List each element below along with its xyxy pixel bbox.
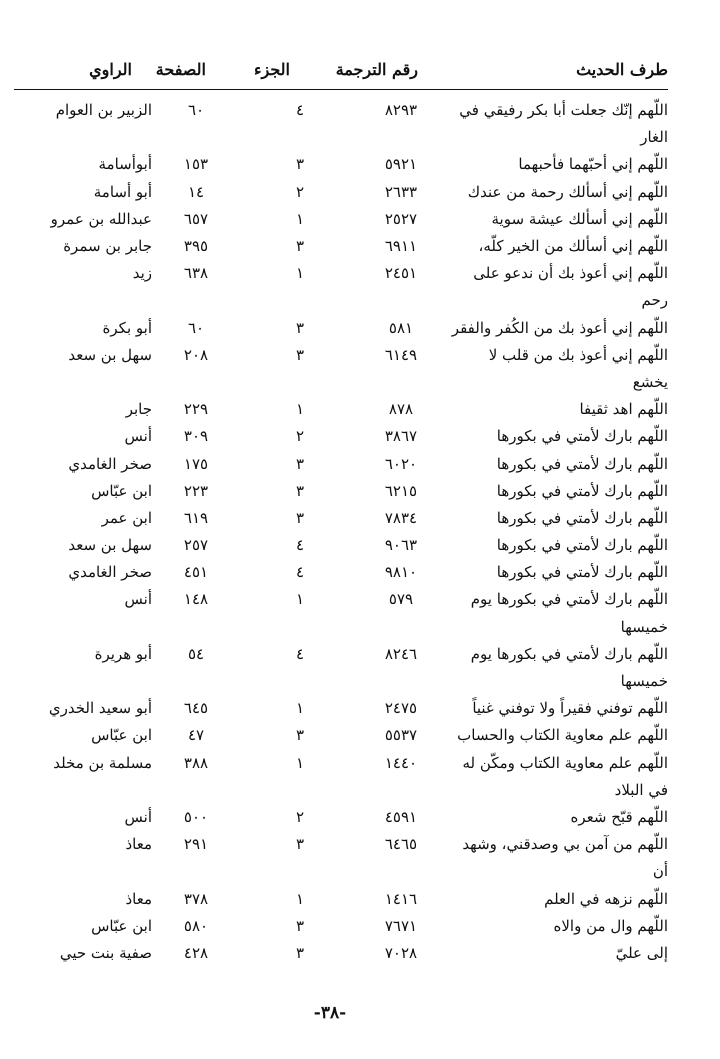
page-ref: ٦٠ [187,101,205,120]
hadith-text: اللّهم إني أسألك من الخير كلّه، [478,237,668,256]
hadith-text: اللّهم بارك لأمتي في بكورها يوم [470,590,668,609]
translation-number: ١٤١٦ [384,889,418,908]
table-row [14,858,668,885]
page-ref: ٢٢٣ [183,481,209,500]
translation-number: ٨٧٨ [388,400,414,419]
volume-part [240,777,360,804]
table-row [14,315,668,342]
translation-number: ٧٠٢٨ [384,943,418,962]
page-ref: ٥٨٠ [183,916,209,935]
table-row [14,641,668,668]
hadith-text: أن [652,862,668,881]
hadith-text: اللّهم اهد ثقيفا [579,400,668,419]
narrator [14,124,152,151]
narrator: جابر بن سمرة [63,237,152,256]
page-ref [152,287,240,314]
narrator: أبو سعيد الخدري [48,699,152,718]
page-number: -٣٨- [313,1003,347,1023]
translation-number: ٩٨١٠ [384,563,418,582]
hadith-text: اللّهم إنّك جعلت أبا بكر رفيقي في [459,101,668,120]
narrator: صفية بنت حيي [59,943,152,962]
table-row [14,940,668,967]
translation-number [360,777,442,804]
volume-part: ٣ [295,835,305,854]
table-row [14,614,668,641]
narrator: معاذ [125,835,152,854]
narrator: ابن عبّاس [91,481,152,500]
translation-number: ٦٢١٥ [384,481,418,500]
narrator: مسلمة بن مخلد [53,753,152,772]
narrator: أنس [124,590,152,609]
narrator: أنس [124,807,152,826]
table-row [14,342,668,369]
page-ref: ٣٩٥ [183,237,209,256]
page-ref: ٤٧ [187,726,205,745]
narrator: أبو هريرة [94,644,152,663]
volume-part: ٣ [295,155,305,174]
page-ref: ٦٥٧ [183,209,209,228]
translation-number: ٣٨٦٧ [384,427,418,446]
page-ref [152,668,240,695]
volume-part: ٢ [295,807,305,826]
table-row [14,396,668,423]
hadith-text: اللّهم بارك لأمتي في بكورها [496,563,668,582]
page-ref: ٥٤ [187,644,205,663]
narrator [14,668,152,695]
hadith-text: اللّهم إني أعوذ بك أن ندعو على [473,264,668,283]
volume-part: ٣ [295,481,305,500]
header-page: الصفحة [155,60,206,79]
table-row [14,478,668,505]
translation-number [360,614,442,641]
narrator: أنس [124,427,152,446]
narrator: الزبير بن العوام [55,101,152,120]
hadith-text: اللّهم من آمن بي وصدقني، وشهد [462,835,668,854]
hadith-text: في البلاد [614,780,668,799]
narrator: سهل بن سعد [68,345,152,364]
volume-part [240,124,360,151]
translation-number: ٢٦٣٣ [384,182,418,201]
hadith-text: خميسها [620,672,668,691]
translation-number: ٦٠٢٠ [384,454,418,473]
header-rule [14,89,668,90]
volume-part: ٢ [295,427,305,446]
translation-number: ٥٩٢١ [384,155,418,174]
table-row [14,97,668,124]
volume-part [240,858,360,885]
volume-part [240,287,360,314]
translation-number: ٦٤٦٥ [384,835,418,854]
page-ref [152,614,240,641]
translation-number: ٢٤٥١ [384,264,418,283]
page-ref [152,124,240,151]
hadith-text: اللّهم إني أحبّهما فأحبهما [518,155,668,174]
hadith-text: اللّهم بارك لأمتي في بكورها [496,508,668,527]
page-ref: ٦١٩ [183,508,209,527]
narrator: جابر [125,400,152,419]
narrator [14,777,152,804]
page-ref: ٦٠ [187,318,205,337]
hadith-text: اللّهم نزهه في العلم [544,889,668,908]
narrator: أبو أسامة [93,182,152,201]
volume-part: ٢ [295,182,305,201]
hadith-text: اللّهم بارك لأمتي في بكورها [496,454,668,473]
hadith-text: اللّهم توفني فقيراً ولا توفني غنياً [472,699,668,718]
table-row [14,913,668,940]
table-row [14,695,668,722]
page-ref: ٤٥١ [183,563,209,582]
translation-number: ٧٦٧١ [384,916,418,935]
table-row [14,124,668,151]
table-row [14,586,668,613]
narrator: صخر الغامدي [68,563,152,582]
page-ref: ٣٠٩ [183,427,209,446]
table-row [14,423,668,450]
translation-number: ٤٥٩١ [384,807,418,826]
volume-part: ١ [295,889,305,908]
hadith-text: اللّهم بارك لأمتي في بكورها يوم [470,644,668,663]
volume-part: ٣ [295,454,305,473]
table-row [14,260,668,287]
page-ref [152,369,240,396]
narrator [14,287,152,314]
page-ref: ٢٩١ [183,835,209,854]
page-ref: ٦٣٨ [183,264,209,283]
page-ref [152,858,240,885]
volume-part: ١ [295,209,305,228]
page-ref: ١٤٨ [183,590,209,609]
hadith-text: اللّهم إني أعوذ بك من قلب لا [488,345,668,364]
hadith-text: خميسها [620,617,668,636]
volume-part: ٣ [295,237,305,256]
page-ref: ٢٥٧ [183,536,209,555]
volume-part: ١ [295,400,305,419]
volume-part: ٣ [295,726,305,745]
translation-number: ٥٥٣٧ [384,726,418,745]
narrator [14,614,152,641]
page-ref: ٢٢٩ [183,400,209,419]
translation-number: ٦١٤٩ [384,345,418,364]
header-number: رقم الترجمة [335,60,418,79]
volume-part [240,668,360,695]
table-row [14,885,668,912]
page-ref: ٢٠٨ [183,345,209,364]
translation-number [360,369,442,396]
translation-number: ١٤٤٠ [384,753,418,772]
volume-part: ١ [295,264,305,283]
page-ref [152,777,240,804]
table-row [14,179,668,206]
table-row [14,668,668,695]
hadith-text: رحم [641,291,668,310]
volume-part: ٤ [295,563,305,582]
volume-part: ٤ [295,101,305,120]
volume-part: ٤ [295,536,305,555]
narrator: معاذ [125,889,152,908]
table-row [14,750,668,777]
hadith-text: اللّهم علم معاوية الكتاب والحساب [457,726,668,745]
narrator [14,858,152,885]
translation-number: ٦٩١١ [384,237,418,256]
table-row [14,206,668,233]
volume-part: ٣ [295,943,305,962]
page-ref: ١٥٣ [183,155,209,174]
hadith-index-table [14,97,668,967]
narrator: عبدالله بن عمرو [50,209,152,228]
narrator: أبوأسامة [98,155,152,174]
narrator [14,369,152,396]
page-ref: ٣٧٨ [183,889,209,908]
table-row [14,559,668,586]
translation-number [360,668,442,695]
translation-number: ٢٥٢٧ [384,209,418,228]
hadith-text: اللّهم قبّح شعره [570,807,668,826]
hadith-text: يخشع [632,372,668,391]
page-ref: ١٤ [187,182,205,201]
volume-part: ١ [295,753,305,772]
narrator: صخر الغامدي [68,454,152,473]
volume-part [240,369,360,396]
table-row [14,369,668,396]
narrator: أبو بكرة [102,318,152,337]
hadith-text: إلى عليّ [615,943,668,962]
table-row [14,233,668,260]
hadith-text: اللّهم بارك لأمتي في بكورها [496,536,668,555]
page-ref: ٦٤٥ [183,699,209,718]
hadith-text: اللّهم إني أعوذ بك من الكُفر والفقر [451,318,668,337]
hadith-text: اللّهم وال من والاه [553,916,668,935]
header-narrator: الراوي [89,60,132,79]
translation-number [360,858,442,885]
volume-part [240,614,360,641]
hadith-text: اللّهم بارك لأمتي في بكورها [496,427,668,446]
hadith-text: اللّهم بارك لأمتي في بكورها [496,481,668,500]
table-row [14,532,668,559]
narrator: سهل بن سعد [68,536,152,555]
table-row [14,722,668,749]
volume-part: ٣ [295,345,305,364]
volume-part: ٣ [295,318,305,337]
table-row [14,505,668,532]
translation-number [360,287,442,314]
table-row [14,777,668,804]
hadith-text: اللّهم إني أسألك عيشة سوية [491,209,668,228]
narrator: زيد [132,264,152,283]
volume-part: ١ [295,590,305,609]
page-ref: ٥٠٠ [183,807,209,826]
header-part: الجزء [254,60,290,79]
volume-part: ٣ [295,508,305,527]
translation-number: ٧٨٣٤ [384,508,418,527]
table-row [14,287,668,314]
table-body [14,97,668,967]
narrator: ابن عبّاس [91,916,152,935]
volume-part: ١ [295,699,305,718]
volume-part: ٤ [295,644,305,663]
translation-number: ٨٢٤٦ [384,644,418,663]
page-ref: ٣٨٨ [183,753,209,772]
table-row [14,450,668,477]
table-row [14,831,668,858]
translation-number: ٥٧٩ [388,590,414,609]
hadith-text: اللّهم علم معاوية الكتاب ومكّن له [462,753,668,772]
page-ref: ١٧٥ [183,454,209,473]
table-row [14,804,668,831]
narrator: ابن عبّاس [91,726,152,745]
hadith-text: الغار [640,128,668,147]
page-ref: ٤٢٨ [183,943,209,962]
hadith-text: اللّهم إني أسألك رحمة من عندك [467,182,668,201]
translation-number [360,124,442,151]
narrator: ابن عمر [101,508,152,527]
translation-number: ٩٠٦٣ [384,536,418,555]
translation-number: ٢٤٧٥ [384,699,418,718]
header-hadith: طرف الحديث [576,60,668,79]
table-row [14,151,668,178]
translation-number: ٥٨١ [388,318,414,337]
translation-number: ٨٢٩٣ [384,101,418,120]
volume-part: ٣ [295,916,305,935]
